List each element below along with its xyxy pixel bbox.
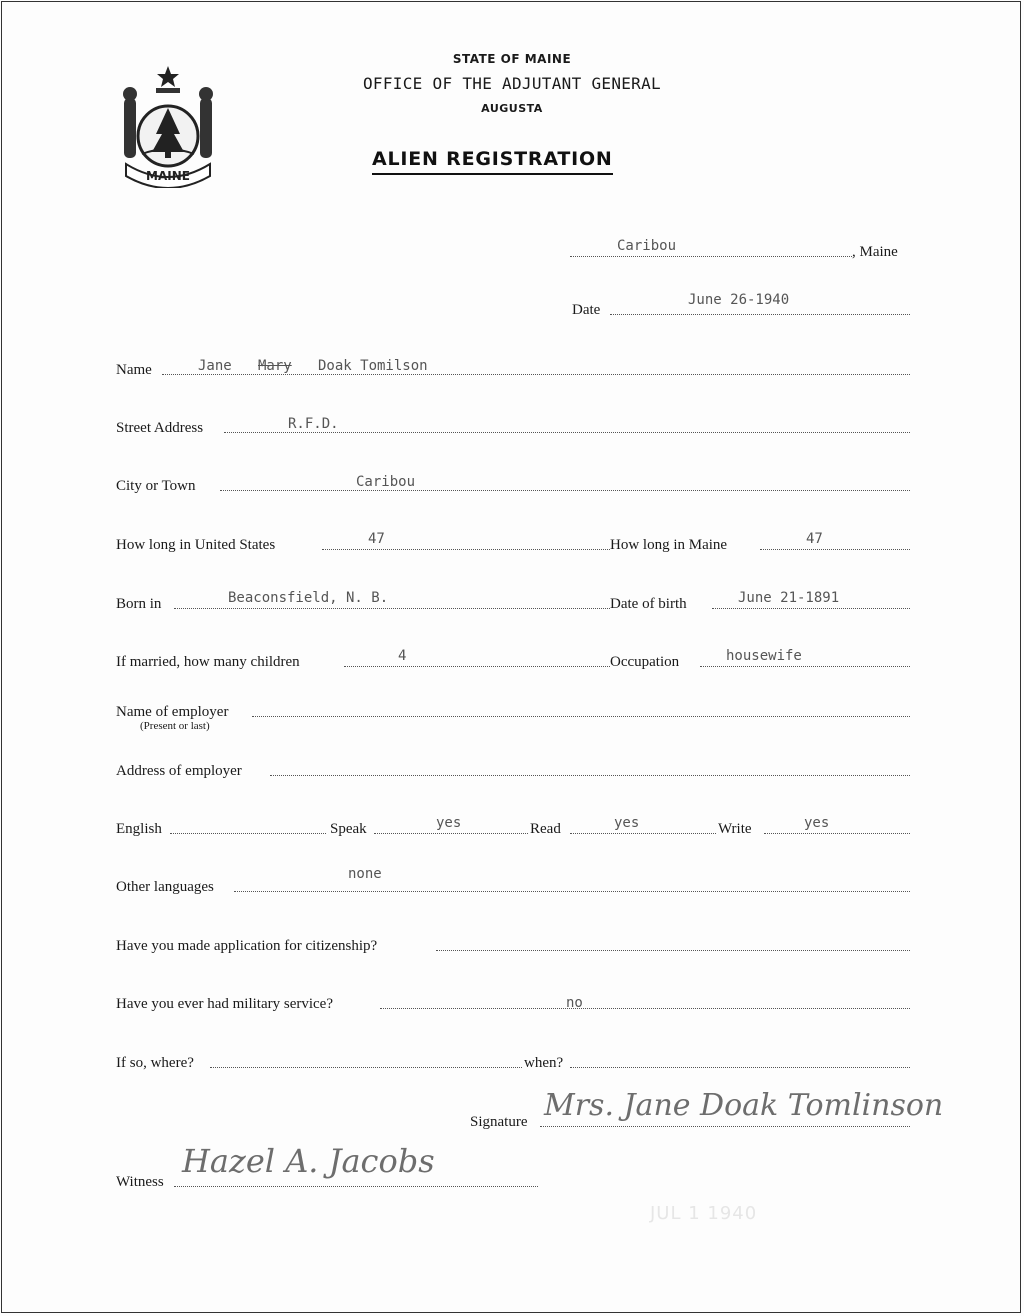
employer-line[interactable] — [252, 716, 910, 717]
speak-label: Speak — [330, 821, 367, 837]
birth-date-label: Date of birth — [610, 596, 687, 612]
name-rest-value[interactable]: Doak Tomilson — [318, 358, 428, 374]
date-value[interactable]: June 26-1940 — [688, 292, 790, 308]
employer-address-label: Address of employer — [116, 763, 242, 779]
where-label: If so, where? — [116, 1055, 194, 1071]
place-value[interactable]: Caribou — [617, 238, 677, 254]
city-value[interactable]: Caribou — [356, 474, 416, 490]
citizenship-label: Have you made application for citizenship? — [116, 938, 378, 954]
other-languages-line — [234, 891, 910, 892]
write-value[interactable]: yes — [804, 815, 830, 831]
employer-label: Name of employer — [116, 704, 229, 720]
years-maine-value[interactable]: 47 — [806, 531, 823, 547]
write-line — [764, 833, 910, 834]
military-value[interactable]: no — [566, 995, 583, 1011]
city-heading: AUGUSTA — [481, 102, 543, 115]
born-in-label: Born in — [116, 596, 162, 612]
children-label: If married, how many children — [116, 654, 300, 670]
received-stamp: JUL 1 1940 — [650, 1203, 758, 1224]
english-label: English — [116, 821, 162, 837]
children-line — [344, 666, 610, 667]
read-label: Read — [530, 821, 561, 837]
employer-address-line[interactable] — [270, 775, 910, 776]
born-in-value[interactable]: Beaconsfield, N. B. — [228, 590, 389, 606]
date-line — [610, 314, 910, 315]
birth-date-value[interactable]: June 21-1891 — [738, 590, 840, 606]
employer-note: (Present or last) — [140, 720, 210, 732]
street-label: Street Address — [116, 420, 204, 436]
children-value[interactable]: 4 — [398, 648, 407, 664]
where-line[interactable] — [210, 1067, 522, 1068]
place-line — [570, 256, 852, 257]
name-label: Name — [116, 362, 152, 378]
place-suffix: , Maine — [852, 244, 898, 260]
office-heading: OFFICE OF THE ADJUTANT GENERAL — [363, 74, 661, 93]
years-maine-line — [760, 549, 910, 550]
occupation-label: Occupation — [610, 654, 680, 670]
military-line — [380, 1008, 910, 1009]
city-label: City or Town — [116, 478, 196, 494]
occupation-line — [700, 666, 910, 667]
street-value[interactable]: R.F.D. — [288, 416, 339, 432]
when-label: when? — [524, 1055, 564, 1071]
state-heading: STATE OF MAINE — [452, 52, 572, 66]
citizenship-line[interactable] — [436, 950, 910, 951]
speak-line — [374, 833, 528, 834]
name-struck-value: Mary — [258, 358, 292, 374]
military-label: Have you ever had military service? — [116, 996, 333, 1012]
english-line — [170, 833, 326, 834]
name-first-value[interactable]: Jane — [198, 358, 232, 374]
witness-label: Witness — [116, 1174, 164, 1190]
read-line — [570, 833, 716, 834]
born-in-line — [174, 608, 610, 609]
when-line[interactable] — [570, 1067, 910, 1068]
date-label: Date — [572, 302, 601, 318]
seal-banner-text: MAINE — [146, 169, 190, 183]
other-languages-label: Other languages — [116, 879, 214, 895]
other-languages-value[interactable]: none — [348, 866, 382, 882]
speak-value[interactable]: yes — [436, 815, 462, 831]
years-us-label: How long in United States — [116, 537, 276, 553]
state-seal-icon — [116, 64, 220, 188]
witness-line — [174, 1186, 538, 1187]
signature-value[interactable]: Mrs. Jane Doak Tomlinson — [544, 1088, 944, 1123]
street-line — [224, 432, 910, 433]
years-maine-label: How long in Maine — [610, 537, 728, 553]
birth-date-line — [712, 608, 910, 609]
years-us-value[interactable]: 47 — [368, 531, 385, 547]
city-line — [220, 490, 910, 491]
years-us-line — [322, 549, 610, 550]
witness-value[interactable]: Hazel A. Jacobs — [182, 1142, 435, 1180]
write-label: Write — [718, 821, 752, 837]
name-line — [162, 374, 910, 375]
page-title: ALIEN REGISTRATION — [372, 148, 613, 175]
signature-line — [540, 1126, 910, 1127]
read-value[interactable]: yes — [614, 815, 640, 831]
occupation-value[interactable]: housewife — [726, 648, 802, 664]
signature-label: Signature — [470, 1114, 528, 1130]
